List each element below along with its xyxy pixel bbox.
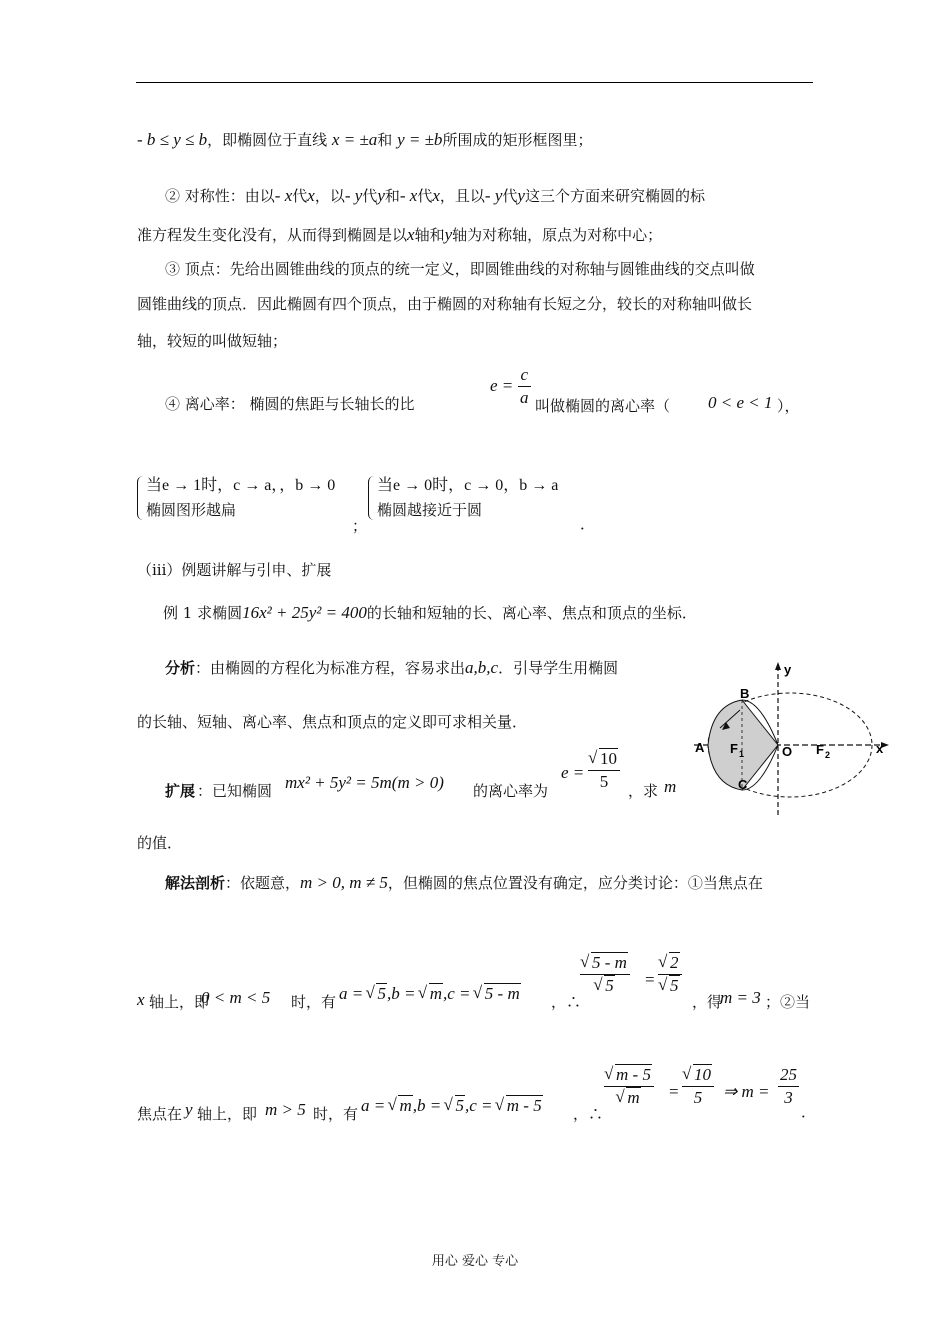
denominator: a — [520, 388, 529, 407]
math: ⇒ m = — [723, 1082, 770, 1101]
text: a = — [361, 1096, 390, 1115]
math: x — [137, 990, 145, 1009]
text: = — [669, 1082, 679, 1101]
radicand: 5 - m — [484, 984, 520, 1003]
math: - b ≤ y ≤ b — [137, 130, 208, 149]
label-a: A — [695, 740, 705, 755]
text: 代 — [362, 187, 378, 205]
text: ,b = — [386, 984, 420, 1003]
math: a,b,c — [465, 658, 499, 677]
case-row: 当e → 0时，c → 0，b → a — [377, 477, 559, 494]
math: y = ±b — [397, 130, 443, 149]
line-12: 的长轴、短轴、离心率、焦点和顶点的定义即可求相关量． — [137, 713, 528, 731]
case-row: 椭圆图形越扁 — [146, 501, 237, 519]
math: x — [407, 225, 415, 244]
ellipse-figure — [690, 660, 905, 820]
line-7 — [165, 365, 800, 426]
fraction — [682, 1064, 714, 1109]
math: x — [307, 186, 315, 205]
text: 准方程发生变化没有，从而得到椭圆是以 — [137, 226, 408, 244]
text: ，得 — [692, 993, 723, 1011]
text: ② 对称性：由以 — [165, 187, 275, 205]
solution-line — [165, 873, 763, 893]
case-block-2 — [368, 474, 558, 522]
text: ,b = — [412, 1096, 446, 1115]
math: - x — [399, 186, 418, 205]
label-f1-sub: 1 — [739, 749, 745, 759]
text: ）， — [777, 397, 800, 415]
text: ，求 — [628, 782, 659, 800]
case-y-line — [137, 1064, 827, 1124]
math: - y — [484, 186, 503, 205]
line-3 — [137, 225, 662, 245]
text: a = — [339, 984, 368, 1003]
denominator: 3 — [784, 1088, 793, 1107]
radicand: 5 — [377, 984, 386, 1003]
text: 时，有 — [313, 1105, 359, 1123]
line-6: 轴，较短的叫做短轴； — [137, 332, 288, 350]
separator: ． — [580, 515, 596, 533]
line-5: 圆锥曲线的顶点．因此椭圆有四个顶点，由于椭圆的对称轴有长短之分，较长的对称轴叫做长 — [137, 295, 753, 313]
text: 轴和 — [414, 226, 445, 244]
text: 和 — [384, 187, 400, 205]
math: - y — [344, 186, 363, 205]
math: e = — [561, 763, 585, 782]
text: 代 — [417, 187, 433, 205]
case-row: 椭圆越接近于圆 — [377, 501, 483, 519]
label-c: C — [738, 777, 748, 792]
text: ，但椭圆的焦点位置没有确定，应分类讨论：①当焦点在 — [387, 874, 763, 892]
math: y — [517, 186, 525, 205]
text: 和 — [377, 131, 393, 149]
text: 轴上，即 — [149, 993, 210, 1011]
text: ． — [801, 1103, 817, 1121]
text: 时，有 — [291, 993, 337, 1011]
text: ；②当 — [765, 993, 811, 1011]
line-4: ③ 顶点：先给出圆锥曲线的顶点的统一定义，即圆锥曲线的对称轴与圆锥曲线的交点叫做 — [165, 260, 755, 278]
case-row: 当e → 1时，c → a，，b → 0 — [146, 477, 336, 494]
text: 代 — [292, 187, 308, 205]
text: 这三个方面来研究椭圆的标 — [524, 187, 705, 205]
math: mx² + 5y² = 5m(m > 0) — [285, 773, 444, 792]
label-x: x — [876, 741, 884, 756]
text: = — [645, 970, 655, 989]
radicand: m - 5 — [616, 1065, 651, 1084]
math: 16x² + 25y² = 400 — [242, 603, 367, 622]
radicand: 5 - m — [592, 953, 627, 972]
brace-icon — [137, 476, 144, 520]
radicand: 2 — [670, 953, 679, 972]
label-b: B — [740, 686, 750, 701]
text: ,c = — [465, 1096, 497, 1115]
text: ，即椭圆位于直线 — [207, 131, 328, 149]
fraction — [604, 1064, 654, 1109]
text: ．引导学生用椭圆 — [498, 659, 619, 677]
radicand: 5 — [670, 976, 679, 995]
fraction-c-over-a — [518, 364, 531, 409]
text: 所围成的矩形框图里； — [442, 131, 593, 149]
line-2 — [165, 186, 705, 206]
math: y — [444, 225, 453, 244]
text: 的离心率为 — [473, 782, 549, 800]
case-x-line — [137, 952, 827, 1012]
separator: ； — [352, 517, 368, 535]
label-f2-sub: 2 — [825, 750, 831, 760]
text: ：依题意， — [225, 874, 301, 892]
case-block-1 — [137, 474, 335, 522]
y-arrow-icon — [775, 662, 781, 670]
label-f2: F — [816, 742, 824, 757]
line-1 — [137, 130, 592, 150]
example-1 — [163, 603, 697, 623]
radicand: m — [429, 984, 442, 1003]
text: 轴上，即 — [197, 1105, 258, 1123]
brace-icon — [368, 476, 375, 520]
text: ,c = — [443, 984, 475, 1003]
math: m = 3 — [720, 988, 761, 1007]
radicand: m — [627, 1088, 640, 1107]
text: ：由椭圆的方程化为标准方程，容易求出 — [195, 659, 466, 677]
math: e = — [490, 376, 514, 395]
math: m — [664, 777, 677, 796]
text: ：已知椭圆 — [197, 782, 273, 800]
fraction — [580, 952, 630, 997]
label: 解法剖析 — [165, 874, 226, 892]
math: 0 < e < 1 — [708, 393, 773, 412]
numerator: 25 — [778, 1064, 799, 1087]
analysis-line — [165, 658, 618, 678]
radicand: 5 — [605, 976, 614, 995]
label: 分析 — [165, 659, 196, 677]
section-heading: （iii）例题讲解与引申、扩展 — [137, 561, 332, 579]
radicand: m — [399, 1096, 412, 1115]
label-y: y — [784, 662, 792, 677]
text: ，∴ — [551, 993, 582, 1011]
math-abc — [339, 984, 521, 1004]
radicand: 10 — [600, 749, 617, 768]
text: 叫做椭圆的离心率（ — [535, 397, 671, 415]
text: 的长轴和短轴的长、离心率、焦点和顶点的坐标． — [366, 604, 697, 622]
header-rule — [136, 82, 813, 83]
radicand: 10 — [694, 1065, 711, 1084]
label: 扩展 — [165, 782, 196, 800]
text: 焦点在 — [137, 1105, 183, 1123]
label-f1: F — [730, 741, 738, 756]
math: m > 0, m ≠ 5 — [300, 873, 388, 892]
line-14: 的值． — [137, 834, 183, 852]
radicand: 5 — [455, 1096, 464, 1115]
fraction — [658, 952, 682, 997]
radicand: m - 5 — [506, 1096, 542, 1115]
math: m > 5 — [265, 1100, 306, 1119]
math-abc — [361, 1096, 543, 1116]
fraction — [588, 748, 620, 793]
math: y — [377, 186, 385, 205]
label-o: O — [782, 744, 793, 759]
text: ，以 — [314, 187, 345, 205]
text: ，且以 — [439, 187, 485, 205]
page-footer: 用心 爱心 专心 — [431, 1254, 519, 1269]
denominator: 5 — [599, 772, 609, 791]
math: x — [432, 186, 440, 205]
denominator: 5 — [693, 1088, 703, 1107]
text: ，∴ — [573, 1105, 604, 1123]
math: 0 < m < 5 — [201, 988, 271, 1007]
fraction — [778, 1064, 799, 1109]
text: ④ 离心率： 椭圆的焦距与长轴长的比 — [165, 395, 415, 413]
text: 代 — [502, 187, 518, 205]
math: y — [185, 1100, 193, 1119]
text: 轴为对称轴，原点为对称中心； — [452, 226, 663, 244]
math: x = ±a — [331, 130, 378, 149]
numerator: c — [518, 364, 531, 387]
math: - x — [274, 186, 293, 205]
text: 例 1 求椭圆 — [163, 604, 243, 622]
